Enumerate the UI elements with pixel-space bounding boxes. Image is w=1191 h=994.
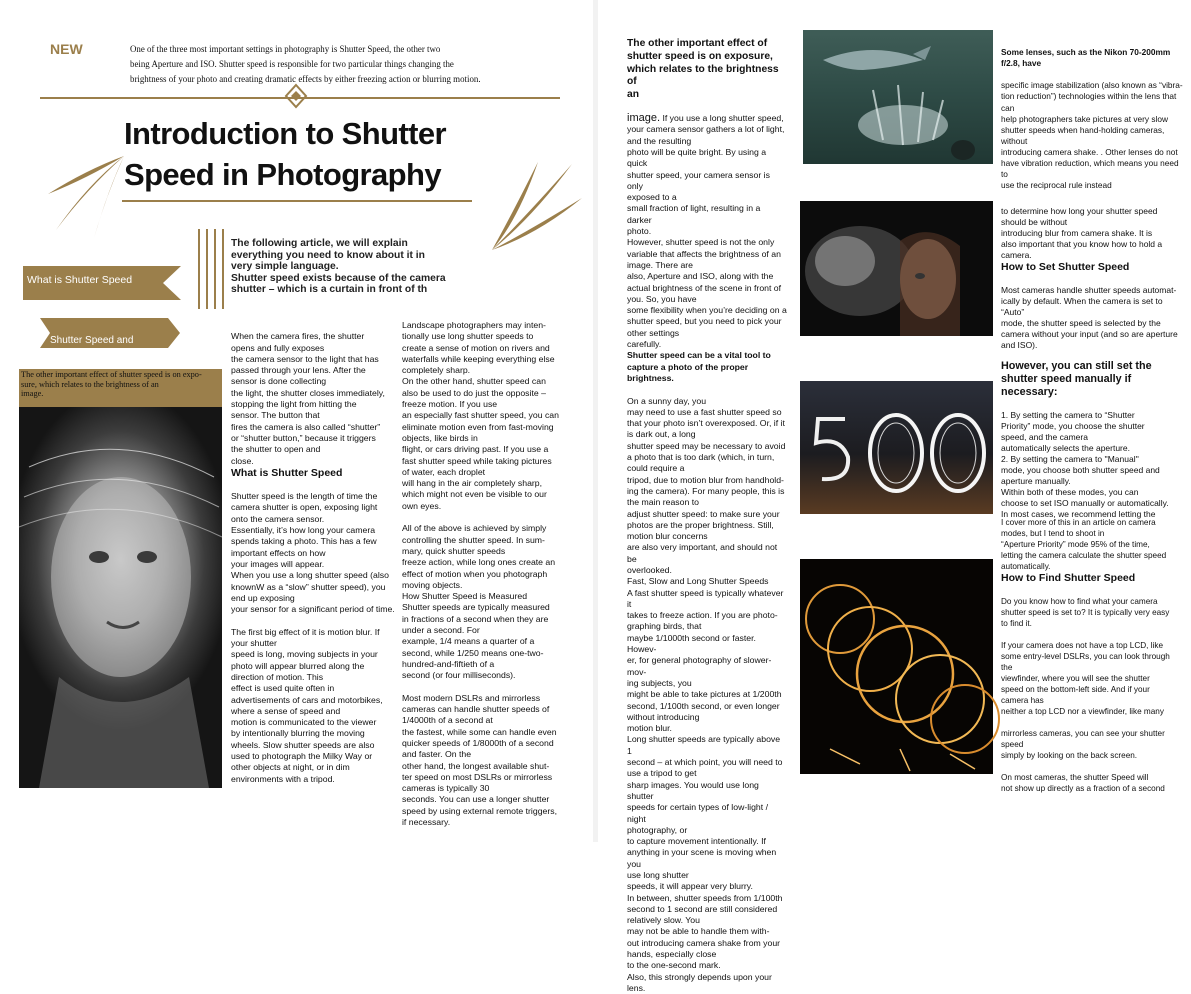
how-to-set-heading: How to Set Shutter Speed <box>1001 261 1130 273</box>
left-page <box>0 0 593 842</box>
light-painting-500-photo <box>800 381 993 514</box>
lead-paragraph: The following article, we will explain everything you need to know about it in very simple language. Shutter speed exists because of the camera shutter – which is a curtain in front of th <box>231 238 446 296</box>
aside4-text: I cover more of this in an article on camera modes, but I tend to shoot in “Aperture Priority” mode 95% of the time, letting the camera calculate the shutter speed automatically. <box>1001 518 1167 571</box>
nav-item-shutter-speed-and-exposure[interactable] <box>50 320 160 362</box>
right-column-1 <box>627 27 787 994</box>
col1-text-b: Shutter speed is the length of time the camera shutter is open, exposing light onto the camera sensor. Essentially, it’s how long your camera spends taking a photo. This has a few important effects on how your images will appear. When you use a long shutter speed (also knownW as a “slow” shutter speed), you end up exposing your sensor for a significant period of time. The first big effect of it is motion blur. If your shutter speed is long, moving subjects in your photo will appear blurred along the direction of motion. This effect is used quite often in advertisements of cars and motorbikes, where a sense of speed and motion is communicated to the viewer by intentionally blurring the moving wheels. Slow shutter speeds are also used to photograph the Milky Way or other objects at night, or in dim environments with a tripod. <box>231 491 395 784</box>
aside3-text: 1. By setting the camera to “Shutter Priority” mode, you choose the shutter speed, and the camera automatically selects the aperture. 2. By setting the camera to ''Manual'' mode, you choose both shutter speed and aperture manually. Within both of these modes, you can choose to set ISO manually or automatically. In most cases, we recommend letting the <box>1001 410 1169 519</box>
image-caption-bar: The other important effect of shutter speed is on expo- sure, which relates to the brightness of an image. <box>19 369 222 407</box>
left-column-1 <box>231 320 396 785</box>
right-page <box>598 0 1191 993</box>
title-underline <box>122 200 472 202</box>
vertical-bar-2 <box>206 229 208 309</box>
what-is-shutter-speed-heading: What is Shutter Speed <box>231 466 343 479</box>
aside4-text-b: Do you know how to find what your camera shutter speed is set to? It is typically very easy to find it. If your camera does not have a top LCD, like some entry-level DSLRs, you can look through the viewfinder, where you will see the shutter speed on the bottom-left side. And if your camera has neither a top LCD nor a viewfinder, like many mirrorless cameras, you can see your shutter speed simply by looking on the back screen. On most cameras, the shutter Speed will not show up directly as a fraction of a second <box>1001 597 1170 793</box>
manual-setting-heading: However, you can still set the shutter speed manually if necessary: <box>1001 360 1152 398</box>
steel-wool-rings-shape <box>800 559 993 774</box>
nav-item-label: What is Shutter Speed <box>27 274 133 286</box>
new-badge: NEW <box>50 41 83 57</box>
steel-wool-photo <box>800 559 993 774</box>
intro-paragraph: One of the three most important settings in photography is Shutter Speed, the other two being Aperture and ISO. Shutter speed is responsible for two particular things changing the brightness of your photo and creating dramatic effects by either freezing action or blurring motion. <box>130 44 481 84</box>
aside-block-1 <box>1001 36 1183 191</box>
aside1-text: specific image stabilization (also known as “vibra- tion reduction”) technologies within the lens that can help photographers take pictures at very slow shutter speeds when hand-holding cameras, without introducing camera shake. . Other lenses do not have vibration reduction, which means you need to use the reciprocal rule instead <box>1001 80 1183 191</box>
title-line-2: Speed in Photography <box>124 157 441 192</box>
diamond-ornament-icon <box>285 84 307 112</box>
exposure-heading: The other important effect of shutter speed is on exposure, which relates to the brightness of an <box>627 38 779 101</box>
portrait-photo <box>19 407 222 788</box>
col1-text-b: On a sunny day, you may need to use a fast shutter speed so that your photo isn’t overexposed. Or, if it is dark out, a long shutter speed may be necessary to avoid a photo that is too dark (which, in turn, could require a tripod, due to motion blur from handhold- ing the camera). For many people, this is the main reason to adjust shutter speed: to make sure your photos are the proper brightness. Still, motion blur concerns are also very important, and should not be overlooked. Fast, Slow and Long Shutter Speeds A fast shutter speed is typically whatever it takes to freeze action. If you are photo- graphing birds, that maybe 1/1000th second or faster. Howev- er, for general photography of slower-mov- ing subjects, you might be able to take pictures at 1/200th second, 1/100th second, or even longer without introducing motion blur. Long shutter speeds are typically above 1 second – at which point, you will need to use a tripod to get sharp images. You would use long shutter speeds for certain types of low-light / night photography, or to capture movement intentionally. If anything in your scene is moving when you use long shutter speeds, it will appear very blurry. In between, shutter speeds from 1/100th second to 1 second are still considered relatively slow. You may not be able to handle them with- out introducing camera shake from your hands, especially close to the one-second mark. Also, this strongly depends upon your lens. <box>627 395 786 993</box>
leaf-ornament-left-icon <box>28 150 128 240</box>
dolphin-photo <box>803 30 993 164</box>
aside2-text-b: Most cameras handle shutter speeds automat- ically by default. When the camera is set to “Auto” mode, the shutter speed is selected by the camera without your input (and so are aperture and ISO). <box>1001 285 1178 350</box>
powder-face-shape <box>800 201 993 336</box>
portrait-face-shape <box>19 407 222 788</box>
light-500-shape <box>800 381 993 514</box>
vertical-bar-4 <box>222 229 224 309</box>
nav-item-what-is-shutter-speed[interactable] <box>27 274 157 286</box>
page-title <box>124 113 484 195</box>
col1-text-a: When the camera fires, the shutter opens and fully exposes the camera sensor to the light that has passed through your lens. After the sensor is done collecting the light, the shutter closes immediately, stopping the light from hitting the sensor. The button that fires the camera is also called “shutter” or “shutter button,” because it triggers the shutter to open and close. <box>231 331 385 466</box>
aside-block-3 <box>1001 349 1186 520</box>
col1-text: If you use a long shutter speed, your camera sensor gathers a lot of light, and the resulting photo will be quite bright. By using a quick shutter speed, your camera sensor is only exposed to a small fraction of light, resulting in a darker photo. However, shutter speed is not the only variable that affects the brightness of an image. There are also, Aperture and ISO, along with the actual brightness of the scene in front of you. So, you have some flexibility when you’re deciding on a shutter speed, but you need to pick your other settings carefully. <box>627 113 787 350</box>
title-line-1: Introduction to Shutter <box>124 116 446 151</box>
vertical-bar-1 <box>198 229 200 309</box>
aside-block-4 <box>1001 506 1186 794</box>
vertical-bar-3 <box>214 229 216 309</box>
dolphin-splash-shape <box>803 30 993 164</box>
aside2-text: to determine how long your shutter speed should be without introducing blur from camera shake. It is also important that you know how to hold a camera. <box>1001 206 1163 260</box>
left-column-2: Landscape photographers may inten- tionally use long shutter speeds to create a sense of motion on rivers and waterfalls while keeping everything else completely sharp. On the other hand, shutter speed can also be used to do just the opposite – freeze motion. If you use an especially fast shutter speed, you can eliminate motion even from fast-moving objects, like birds in flight, or cars driving past. If you use a fast shutter speed while taking pictures of water, each droplet will hang in the air completely sharp, which might not even be visible to our own eyes. All of the above is achieved by simply controlling the shutter speed. In sum- mary, quick shutter speeds freeze action, while long ones create an effect of motion when you photograph moving objects. How Shutter Speed is Measured Shutter speeds are typically measured in fractions of a second when they are under a second. For example, 1/4 means a quarter of a second, while 1/250 means one-two- hundred-and-fiftieth of a second (or four milliseconds). Most modern DSLRs and mirrorless cameras can handle shutter speeds of 1/4000th of a second at the fastest, while some can handle even quicker speeds of 1/8000th of a second and faster. On the other hand, the longest available shut- ter speed on most DSLRs or mirrorless cameras is typically 30 seconds. You can use a longer shutter speed by using external remote triggers, if necessary. <box>402 320 559 828</box>
image-lead-word: image. <box>627 112 661 125</box>
vital-tool-bold: Shutter speed can be a vital tool to capture a photo of the proper brightness. <box>627 350 771 383</box>
how-to-find-heading: How to Find Shutter Speed <box>1001 572 1136 584</box>
leaf-ornament-right-icon <box>488 158 584 254</box>
nikon-lenses-bold: Some lenses, such as the Nikon 70-200mm f/2.8, have <box>1001 47 1171 69</box>
nav-item-label: Shutter Speed and Exposure <box>50 335 134 360</box>
powder-explosion-photo <box>800 201 993 336</box>
aside-block-2 <box>1001 195 1183 351</box>
